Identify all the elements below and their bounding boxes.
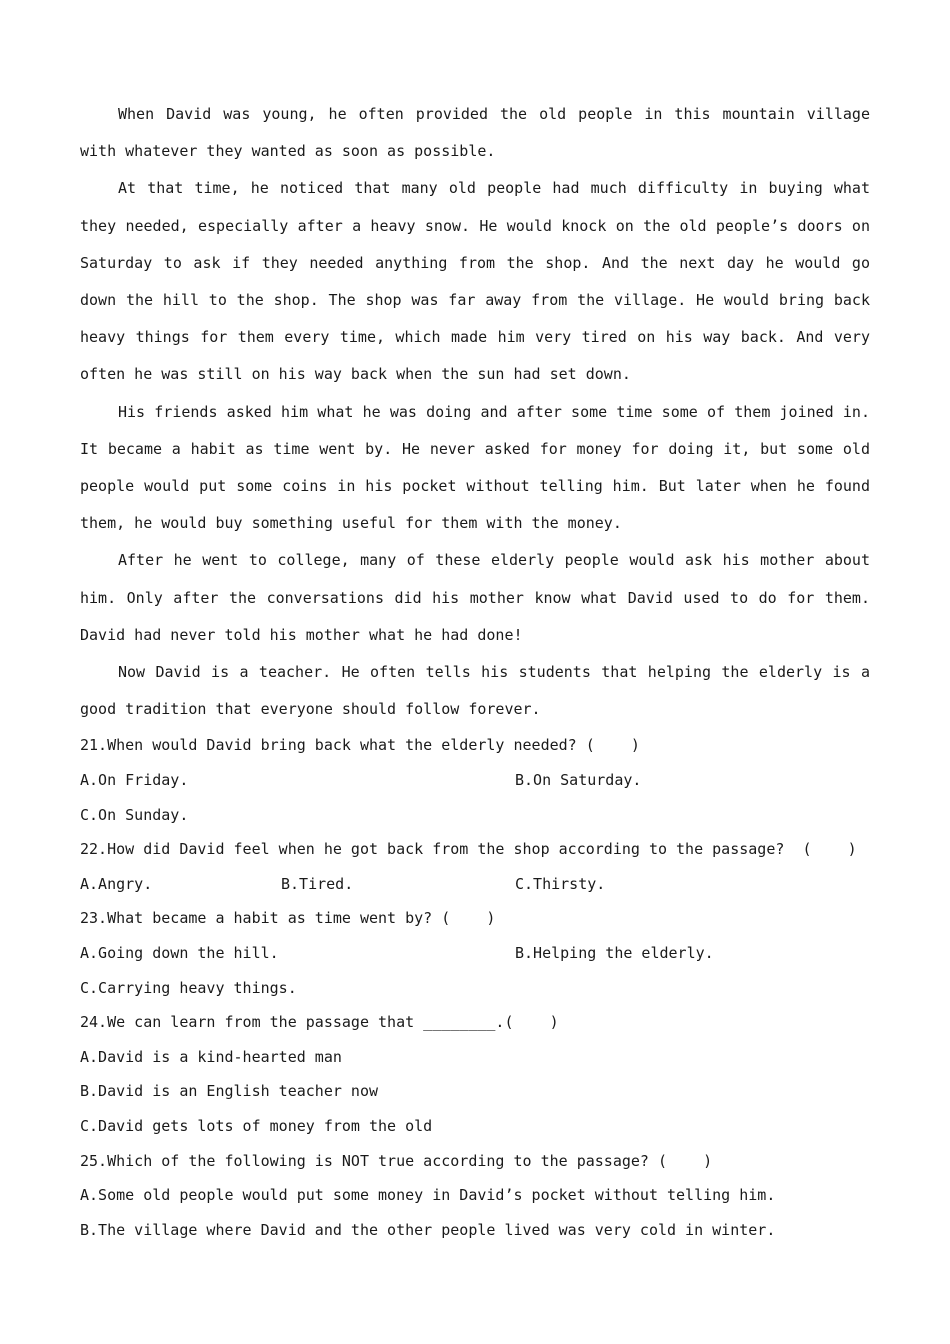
- options-row: [80, 936, 870, 971]
- option-c: C.David gets lots of money from the old: [80, 1116, 433, 1135]
- passage-paragraph-4: After he went to college, many of these elderly people would ask his mother about him. Only after the conversations did his mother know what David used to do for them. David had never told his mother what he had done!: [80, 551, 870, 644]
- option-a: A.Some old people would put some money in David’s pocket without telling him.: [80, 1186, 776, 1205]
- question-22: [80, 832, 870, 901]
- passage-paragraph-3: His friends asked him what he was doing and after some time some of them joined in. It became a habit as time went by. He never asked for money for doing it, but some old people would put some coins in his pocket without telling him. But later when he found them, he would buy something useful for them with the money.: [80, 402, 870, 533]
- question-21: [80, 728, 870, 832]
- question-stem: 24.We can learn from the passage that ________.( ): [80, 1013, 559, 1032]
- passage-paragraph-5: Now David is a teacher. He often tells his students that helping the elderly is a good tradition that everyone should follow forever.: [80, 663, 870, 719]
- reading-passage: [80, 96, 870, 728]
- question-23: [80, 901, 870, 1005]
- option-a: A.David is a kind-hearted man: [80, 1047, 342, 1066]
- option-b: B.Tired.: [281, 874, 354, 893]
- option-c: C.Thirsty.: [515, 874, 606, 893]
- option-b: B.The village where David and the other people lived was very cold in winter.: [80, 1220, 776, 1239]
- option-b: B.On Saturday.: [515, 771, 642, 790]
- passage-paragraph-1: When David was young, he often provided the old people in this mountain village with whatever they wanted as soon as possible.: [80, 105, 870, 161]
- passage-paragraph-2: At that time, he noticed that many old people had much difficulty in buying what they needed, especially after a heavy snow. He would knock on the old people’s doors on Saturday to ask if they needed anything from the shop. And the next day he would go down the hill to the shop. The shop was far away from the village. He would bring back heavy things for them every time, which made him very tired on his way back. And very often he was still on his way back when the sun had set down.: [80, 179, 870, 384]
- option-c: C.Carrying heavy things.: [80, 978, 297, 997]
- options-row: [80, 763, 870, 798]
- question-stem: 21.When would David bring back what the elderly needed? ( ): [80, 736, 640, 755]
- question-25: [80, 1144, 870, 1248]
- option-a: A.On Friday.: [80, 771, 189, 790]
- question-stem: 25.Which of the following is NOT true according to the passage? ( ): [80, 1151, 713, 1170]
- worksheet-page: [80, 96, 870, 1247]
- option-c: C.On Sunday.: [80, 805, 189, 824]
- option-a: A.Going down the hill.: [80, 944, 279, 963]
- options-row: [80, 867, 870, 902]
- question-stem: 23.What became a habit as time went by? ( ): [80, 909, 496, 928]
- option-b: B.David is an English teacher now: [80, 1082, 379, 1101]
- option-a: A.Angry.: [80, 874, 153, 893]
- option-b: B.Helping the elderly.: [515, 944, 714, 963]
- question-24: [80, 1005, 870, 1143]
- question-stem: 22.How did David feel when he got back from the shop according to the passage? ( ): [80, 840, 857, 859]
